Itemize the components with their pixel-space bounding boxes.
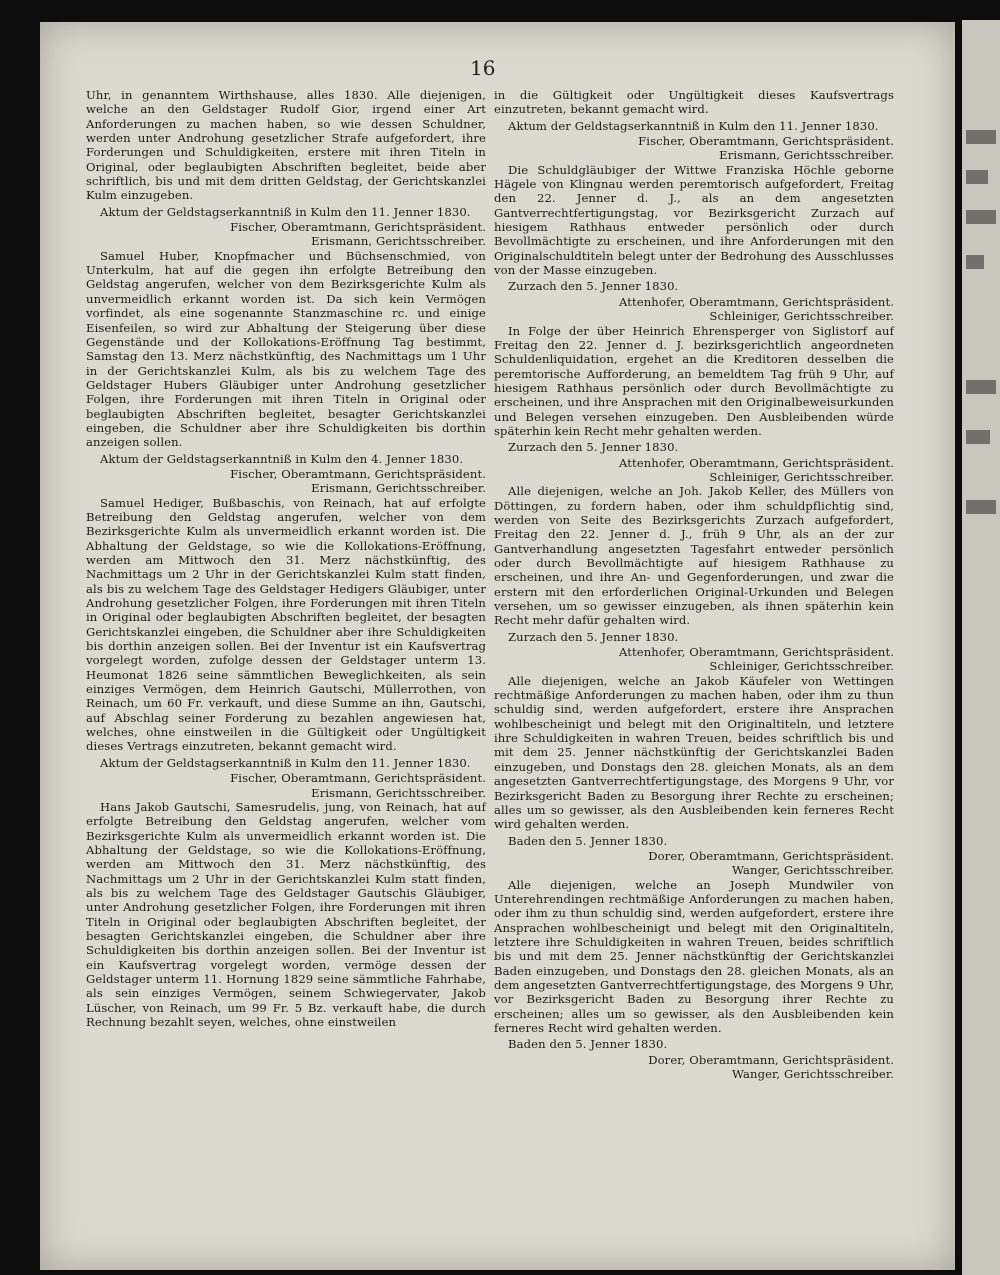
signature-line: Schleiniger, Gerichtsschreiber. bbox=[709, 309, 894, 324]
signature-line: Schleiniger, Gerichtsschreiber. bbox=[709, 469, 894, 484]
date-line: Aktum der Geldstagserkanntniß in Kulm den 4. Jenner 1830. bbox=[100, 451, 464, 466]
page-number: 16 bbox=[470, 56, 496, 80]
signature-line: Fischer, Oberamtmann, Gerichtspräsident. bbox=[230, 466, 486, 481]
date-line: Zurzach den 5. Jenner 1830. bbox=[508, 629, 679, 644]
date-line: Aktum der Geldstagserkanntniß in Kulm den 11. Jenner 1830. bbox=[100, 755, 471, 770]
signature-line: Erismann, Gerichtsschreiber. bbox=[311, 785, 486, 800]
signature-line: Wanger, Gerichtsschreiber. bbox=[731, 1067, 894, 1082]
notice-paragraph: Alle diejenigen, welche an Jakob Käufeler von Wettingen rechtmäßige Anforderungen zu machen haben, oder ihm zu thun schuldig sind, werden aufgefordert, erstere ihre Ansprachen wohlbescheinigt und belegt mit den Originaltiteln, und letztere ihre Schuldigkeiten in wahren Treuen, beides schriftlich bis und mit dem 25. Jenner nächstkünftig der Gerichtskanzlei Baden einzugeben, und Donstags den 28. gleichen Monats, als an dem angesetzten Gantverrechtfertigungstage, des Morgens 9 Uhr, vor Bezirksgericht Baden zu Besorgung ihrer Rechte zu erscheinen; alles um so gewisser, als den Ausbleibenden kein ferneres Recht wird gehalten werden. bbox=[494, 673, 894, 832]
signature-line: Attenhofer, Oberamtmann, Gerichtspräsident. bbox=[618, 455, 894, 470]
signature-line: Dorer, Oberamtmann, Gerichtspräsident. bbox=[648, 1052, 894, 1067]
date-line: Aktum der Geldstagserkanntniß in Kulm den 11. Jenner 1830. bbox=[100, 204, 471, 219]
paragraph: in die Gültigkeit oder Ungültigkeit dieses Kaufsvertrags einzutreten, bekannt gemacht wird. bbox=[494, 88, 894, 117]
signature-line: Attenhofer, Oberamtmann, Gerichtspräsident. bbox=[618, 645, 894, 660]
notice-paragraph: Samuel Hediger, Bußbaschis, von Reinach, hat auf erfolgte Betreibung den Geldstag angerufen, welcher von dem Bezirksgerichte Kulm als unvermeidlich erkannt worden ist. Die Abhaltung der Geldstage, so wie die Kollokations-Eröffnung, werden am Mittwoch den 31. Merz nächstkünftig, des Nachmittags um 2 Uhr in der Gerichtskanzlei Kulm statt finden, als bis zu welchem Tage des Geldstager Hedigers Gläubiger, unter Androhung gesetzlicher Folgen, ihre Forderungen mit ihren Titeln in Original oder beglaubigten Abschriften begleitet, der besagten Gerichtskanzlei eingeben, die Schuldner aber ihre Schuldigkeiten bis dorthin anzeigen sollen. Bei der Inventur ist ein Kaufsvertrag vorgelegt worden, zufolge dessen der Geldstager unterm 13. Heumonat 1826 seine sämmtlichen Beweglichkeiten, als sein einziges Vermögen, dem Heinrich Gautschi, Müllerrothen, von Reinach, um 60 Fr. verkauft, und diese Summe an ihn, Gautschi, auf Abschlag seiner Forderung zu bezahlen angewiesen hat, welches, ohne einstweilen in die Gültigkeit oder Ungültigkeit dieses Vertrags einzutreten, bekannt gemacht wird. bbox=[86, 495, 486, 754]
notice-paragraph: Alle diejenigen, welche an Joseph Mundwiler von Unterehrendingen rechtmäßige Anforderungen zu machen haben, oder ihm zu thun schuldig sind, werden aufgefordert, erstere ihre Ansprachen wohlbescheinigt und belegt mit den Originaltiteln, letztere ihre Schuldigkeiten in wahren Treuen, beides schriftlich bis und mit dem 25. Jenner nächstkünftig der Gerichtskanzlei Baden einzugeben, und Donstags den 28. gleichen Monats, als an dem angesetzten Gantverrechtfertigungstage, des Morgens 9 Uhr, vor Bezirksgericht Baden zu Besorgung ihrer Rechte zu erscheinen; alles um so gewisser, als den Ausbleibenden kein ferneres Recht wird gehalten werden. bbox=[494, 877, 894, 1035]
notice-paragraph: Samuel Huber, Knopfmacher und Büchsenschmied, von Unterkulm, hat auf die gegen ihn erfolgte Betreibung den Geldstag angerufen, welcher von dem Bezirksgerichte Kulm als unvermeidlich erkannt worden ist. Da sich kein Vermögen vorfindet, als eine sogenannte Stanzmaschine rc. und einige Eisenfeilen, so wird zur Abhaltung der Steigerung über diese Gegenstände und der Kollokations-Eröffnung Tag bestimmt, Samstag den 13. Merz nächstkünftig, des Nachmittags um 1 Uhr in der Gerichtskanzlei Kulm, als bis zu welchem Tage des Geldstager Hubers Gläubiger unter Androhung gesetzlicher Folgen, ihre Forderungen mit ihren Titeln in Original oder beglaubigten Abschriften begleitet, besagter Gerichtskanzlei eingeben, die Schuldner aber ihre Schuldigkeiten bis dorthin anzeigen sollen. bbox=[86, 248, 486, 450]
notice-paragraph: Die Schuldgläubiger der Wittwe Franziska Höchle geborne Hägele von Klingnau werden peremtorisch aufgefordert, Freitag den 22. Jenner d. J., als an dem angesetzten Gantverrechtfertigungstag, vor Bezirksgericht Zurzach auf hiesigem Rathhaus entweder persönlich oder durch Bevollmächtigte zu erscheinen, und ihre Anforderungen mit den Originalschuldtiteln belegt unter der Bedrohung des Ausschlusses von der Masse einzugeben. bbox=[494, 162, 894, 278]
signature-line: Fischer, Oberamtmann, Gerichtspräsident. bbox=[230, 771, 486, 786]
signature-line: Erismann, Gerichtsschreiber. bbox=[311, 234, 486, 249]
right-column bbox=[494, 88, 894, 1081]
paragraph: Uhr, in genanntem Wirthshause, alles 1830. Alle diejenigen, welche an den Geldstager Rudolf Gior, irgend einer Art Anforderungen zu machen haben, so wie dessen Schuldner, werden unter Androhung gesetzlicher Strafe aufgefordert, ihre Forderungen und Schuldigkeiten, erstere mit ihren Titeln in Original, oder beglaubigten Abschriften begleitet, beide aber schriftlich, bis und mit dem dritten Geldstag, der Gerichtskanzlei Kulm einzugeben. bbox=[86, 88, 486, 203]
signature-line: Attenhofer, Oberamtmann, Gerichtspräsident. bbox=[618, 294, 894, 309]
date-line: Zurzach den 5. Jenner 1830. bbox=[508, 440, 679, 455]
date-line: Zurzach den 5. Jenner 1830. bbox=[508, 279, 679, 294]
notice-paragraph: In Folge der über Heinrich Ehrensperger von Siglistorf auf Freitag den 22. Jenner d. J. bezirksgerichtlich angeordneten Schuldenliquidation, ergehet an die Kreditoren desselben die peremtorische Aufforderung, an bemeldtem Tag früh 9 Uhr, auf hiesigem Rathhaus persönlich oder durch Bevollmächtigte zu erscheinen, und ihre Ansprachen mit den Originalbeweisurkunden und Belegen versehen einzugeben. Den Ausbleibenden würde späterhin kein Recht mehr gehalten werden. bbox=[494, 323, 894, 438]
date-line: Baden den 5. Jenner 1830. bbox=[508, 833, 668, 848]
notice-paragraph: Alle diejenigen, welche an Joh. Jakob Keller, des Müllers von Döttingen, zu fordern haben, oder ihm schuldpflichtig sind, werden von Seite des Bezirksgerichts Zurzach aufgefordert, Freitag den 22. Jenner d. J., früh 9 Uhr, als an der zur Gantverhandlung angesetzten Tagesfahrt entweder persönlich oder durch Bevollmächtigte auf hiesigem Rathhause zu erscheinen, und ihre An- und Gegenforderungen, und zwar die erstern mit den erforderlichen Original-Urkunden und Belegen versehen, um so gewisser einzugeben, als ihnen späterhin kein Recht mehr dafür gehalten wird. bbox=[494, 484, 894, 628]
signature-line: Wanger, Gerichtsschreiber. bbox=[731, 863, 894, 878]
date-line: Baden den 5. Jenner 1830. bbox=[508, 1037, 668, 1052]
signature-line: Dorer, Oberamtmann, Gerichtspräsident. bbox=[648, 848, 894, 863]
date-line: Aktum der Geldstagserkanntniß in Kulm den 11. Jenner 1830. bbox=[508, 118, 879, 133]
notice-paragraph: Hans Jakob Gautschi, Samesrudelis, jung, von Reinach, hat auf erfolgte Betreibung den Geldstag angerufen, welcher vom Bezirksgerichte Kulm als unvermeidlich erkannt worden ist. Die Abhaltung der Geldstage, so wie die Kollokations-Eröffnung, werden am Mittwoch den 31. Merz nächstkünftig, des Nachmittags um 2 Uhr in der Gerichtskanzlei Kulm statt finden, als bis zu welchem Tage des Geldstager Gautschis Gläubiger, unter Androhung gesetzlicher Folgen, ihre Forderungen mit ihren Titeln in Original oder beglaubigten Abschriften begleitet, der besagten Gerichtskanzlei eingeben, die Schuldner aber ihre Schuldigkeiten bis dorthin anzeigen sollen. Bei der Inventur ist ein Kaufsvertrag vorgelegt worden, vermöge dessen der Geldstager unterm 11. Hornung 1829 seine sämmtliche Fahrhabe, als sein einziges Vermögen, seinem Schwiegervater, Jakob Lüscher, von Reinach, um 99 Fr. 5 Bz. verkauft habe, die durch Rechnung bezahlt seyen, welches, ohne einstweilen bbox=[86, 799, 486, 1029]
left-column bbox=[86, 88, 486, 1031]
signature-line: Erismann, Gerichtsschreiber. bbox=[311, 481, 486, 496]
signature-line: Fischer, Oberamtmann, Gerichtspräsident. bbox=[230, 220, 486, 235]
signature-line: Erismann, Gerichtsschreiber. bbox=[719, 148, 894, 163]
signature-line: Schleiniger, Gerichtsschreiber. bbox=[709, 659, 894, 674]
adjacent-page-edge bbox=[962, 20, 1000, 1275]
signature-line: Fischer, Oberamtmann, Gerichtspräsident. bbox=[638, 134, 894, 149]
